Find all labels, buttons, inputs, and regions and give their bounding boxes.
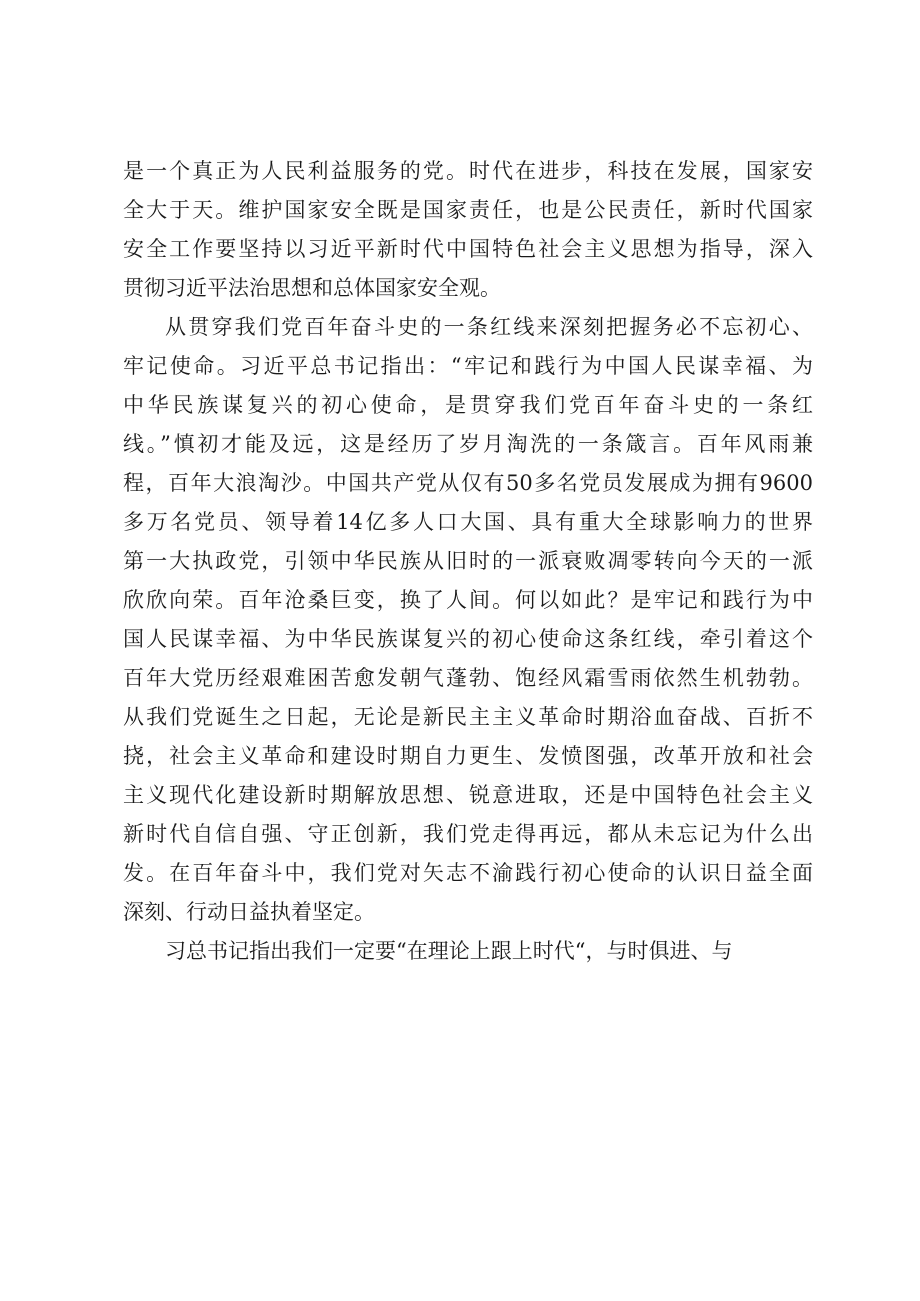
text-line: 第一大执政党，引领中华民族从旧时的一派衰败凋零转向今天的一派 [123, 549, 813, 573]
document-body [123, 152, 813, 971]
paragraph-2 [123, 308, 813, 932]
text-line: 线。”慎初才能及远，这是经历了岁月淘洗的一条箴言。百年风雨兼 [123, 432, 813, 456]
text-line: 中华民族谋复兴的初心使命，是贯穿我们党百年奋斗史的一条红 [123, 393, 813, 417]
text-line: 深刻、行动日益执着坚定。 [123, 900, 375, 924]
text-line: 习总书记指出我们一定要“在理论上跟上时代“，与时俱进、与 [165, 939, 733, 963]
text-line: 安全工作要坚持以习近平新时代中国特色社会主义思想为指导，深入 [123, 237, 813, 261]
text-line: 是一个真正为人民利益服务的党。时代在进步，科技在发展，国家安 [123, 159, 813, 183]
text-line: 程，百年大浪淘沙。中国共产党从仅有50多名党员发展成为拥有9600 [123, 471, 813, 495]
text-line: 多万名党员、领导着14亿多人口大国、具有重大全球影响力的世界 [123, 510, 813, 534]
paragraph-3 [123, 932, 813, 971]
text-line: 贯彻习近平法治思想和总体国家安全观。 [123, 276, 501, 300]
paragraph-1 [123, 152, 813, 308]
text-line: 欣欣向荣。百年沧桑巨变，换了人间。何以如此？是牢记和践行为中 [123, 588, 813, 612]
text-line: 新时代自信自强、守正创新，我们党走得再远，都从未忘记为什么出 [123, 822, 813, 846]
text-line: 主义现代化建设新时期解放思想、锐意进取，还是中国特色社会主义 [123, 783, 813, 807]
text-line: 全大于天。维护国家安全既是国家责任，也是公民责任，新时代国家 [123, 198, 813, 222]
text-line: 百年大党历经艰难困苦愈发朝气蓬勃、饱经风霜雪雨依然生机勃勃。 [123, 666, 813, 690]
text-line: 从我们党诞生之日起，无论是新民主主义革命时期浴血奋战、百折不 [123, 705, 813, 729]
text-line: 挠，社会主义革命和建设时期自力更生、发愤图强，改革开放和社会 [123, 744, 813, 768]
text-line: 牢记使命。习近平总书记指出：“牢记和践行为中国人民谋幸福、为 [123, 354, 813, 378]
text-line: 发。在百年奋斗中，我们党对矢志不渝践行初心使命的认识日益全面 [123, 861, 813, 885]
text-line: 从贯穿我们党百年奋斗史的一条红线来深刻把握务必不忘初心、 [165, 315, 813, 339]
text-line: 国人民谋幸福、为中华民族谋复兴的初心使命这条红线，牵引着这个 [123, 627, 813, 651]
